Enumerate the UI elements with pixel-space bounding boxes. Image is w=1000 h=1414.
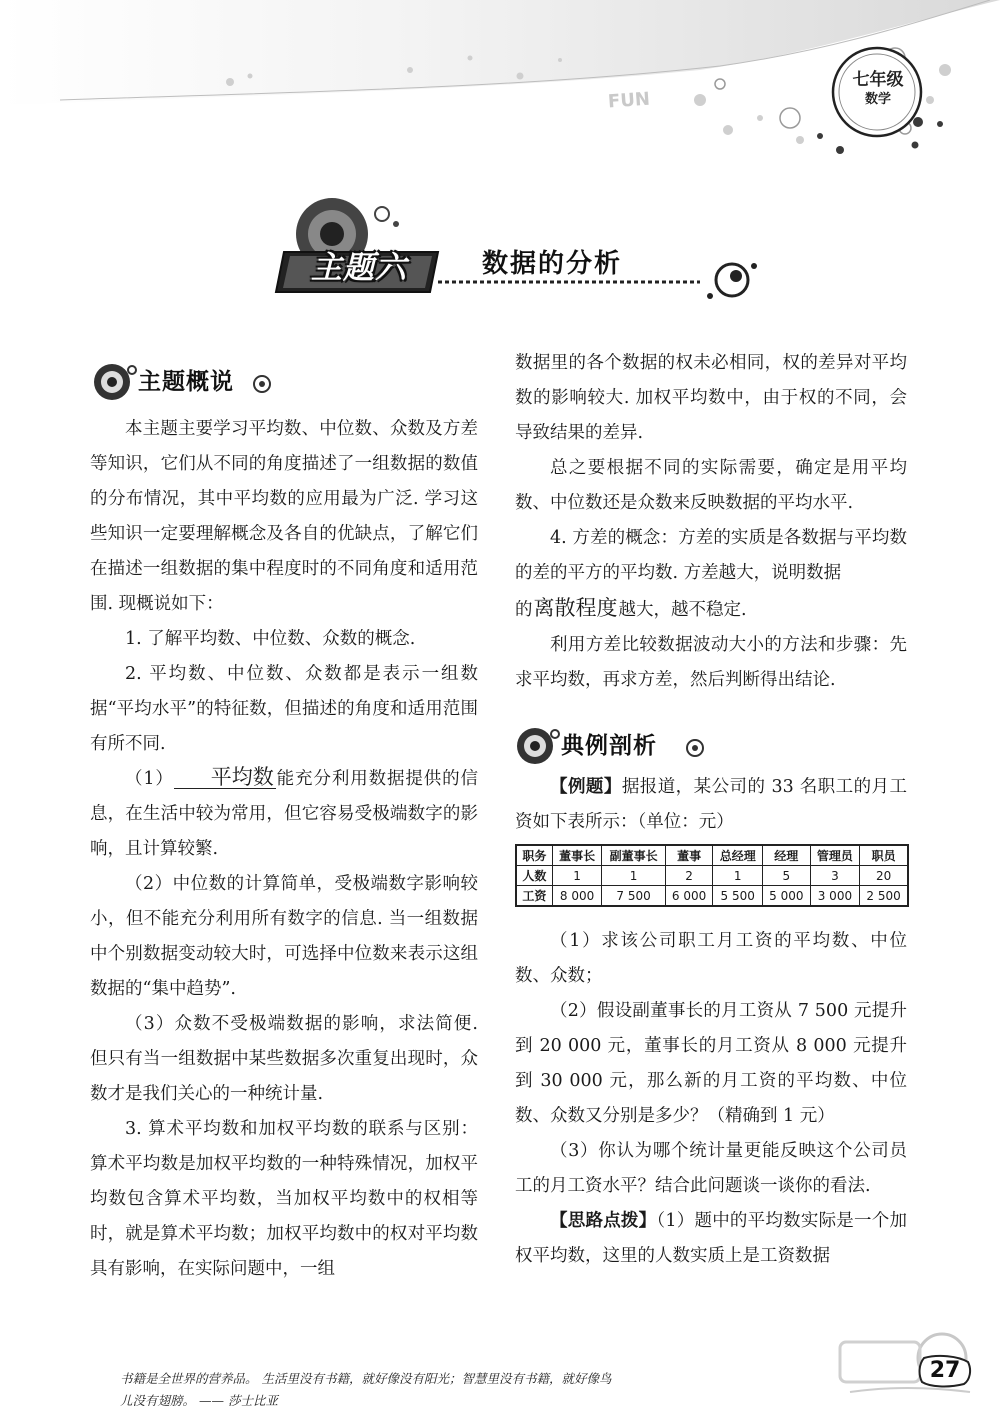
theme-title: 数据的分析 xyxy=(482,249,623,279)
table-cell: 3 xyxy=(810,866,860,886)
item-4-suffix: 越大，越不稳定. xyxy=(618,600,747,620)
hint-tag: 【思路点拨】 xyxy=(550,1211,657,1231)
section-overview-header xyxy=(92,356,292,402)
table-cell: 8 000 xyxy=(552,886,602,907)
item-2-1-text: 能充分利用数据提供的信息，在生活中较为常用，但它容易受极端数字的影响，且计算较繁. xyxy=(90,769,479,859)
table-cell: 5 xyxy=(762,866,810,886)
section-example-title: 典例剖析 xyxy=(561,733,657,759)
overview-item-2-2: （2）中位数的计算简单，受极端数字影响较小，但不能充分利用所有数字的信息. 当一组数据中个别数据变动较大时，可选择中位数来表示这组数据的“集中趋势”. xyxy=(90,874,478,999)
left-column xyxy=(90,412,478,1287)
table-cell: 6 000 xyxy=(665,886,713,907)
table-row xyxy=(516,886,908,907)
question-1: （1）求该公司职工月工资的平均数、中位数、众数； xyxy=(515,931,907,986)
table-cell: 1 xyxy=(602,866,665,886)
hint-text: （1）题中的平均数实际是一个加权平均数，这里的人数实质上是工资数据 xyxy=(515,1211,908,1266)
table-cell: 职员 xyxy=(860,845,908,866)
table-cell: 5 500 xyxy=(713,886,763,907)
question-3: （3）你认为哪个统计量更能反映这个公司员工的月工资水平？结合此问题谈一谈你的看法. xyxy=(515,1141,907,1196)
overview-paragraph-1: 本主题主要学习平均数、中位数、众数及方差等知识，它们从不同的角度描述了一组数据的数值的分布情况，其中平均数的应用最为广泛. 学习这些知识一定要理解概念及各自的优缺点，了解它们在描述一组数据的集中程度时的不同角度和适用范围. 现概说如下： xyxy=(90,419,478,614)
handwritten-dispersion: 离散程度 xyxy=(533,596,618,620)
overview-item-4: 4. 方差的概念：方差的实质是各数据与平均数的差的平方的平均数. 方差越大，说明数据 xyxy=(515,528,907,583)
footer-quote-line-2: 儿没有翅膀。 —— 莎士比亚 xyxy=(120,1393,278,1408)
table-cell: 7 500 xyxy=(602,886,665,907)
table-cell: 1 xyxy=(552,866,602,886)
example-tag: 【例题】 xyxy=(550,777,622,797)
right-paragraph-2: 总之要根据不同的实际需要，确定是用平均数、中位数还是众数来反映数据的平均水平. xyxy=(515,458,907,513)
table-cell: 1 xyxy=(713,866,763,886)
right-column-top xyxy=(515,346,907,698)
theme-label: 主题六 xyxy=(311,250,407,286)
section-example-header xyxy=(515,720,725,766)
overview-item-4-cont xyxy=(515,591,907,628)
overview-item-2: 2. 平均数、中位数、众数都是表示一组数据“平均水平”的特征数，但描述的角度和适用范围有所不同. xyxy=(90,664,478,754)
example-questions xyxy=(515,924,907,1274)
table-cell: 经理 xyxy=(762,845,810,866)
table-cell: 2 500 xyxy=(860,886,908,907)
grade-badge xyxy=(838,70,918,114)
example-intro-text xyxy=(515,770,907,840)
table-row xyxy=(516,866,908,886)
table-cell: 20 xyxy=(860,866,908,886)
table-cell: 董事 xyxy=(665,845,713,866)
overview-item-2-3: （3）众数不受极端数据的影响，求法简便. 但只有当一组数据中某些数据多次重复出现时，众数才是我们关心的一种统计量. xyxy=(90,1014,478,1104)
table-row xyxy=(516,845,908,866)
gear-icon xyxy=(675,738,715,758)
question-2: （2）假设副董事长的月工资从 7 500 元提升到 20 000 元，董事长的月工资从 8 000 元提升到 30 000 元，那么新的月工资的平均数、中位数、众数又分别是多少？（精确到 1 元） xyxy=(515,1001,907,1126)
example-intro xyxy=(515,770,907,840)
table-cell: 3 000 xyxy=(810,886,860,907)
table-cell: 管理员 xyxy=(810,845,860,866)
right-paragraph-1: 数据里的各个数据的权未必相同，权的差异对平均数的影响较大. 加权平均数中，由于权的不同，会导致结果的差异. xyxy=(515,353,907,443)
example-intro-body: 据报道，某公司的 33 名职工的月工资如下表所示：（单位：元） xyxy=(515,777,907,832)
item-2-1-prefix: （1） xyxy=(125,769,174,789)
page-number: 27 xyxy=(929,1358,961,1383)
overview-item-2-1 xyxy=(90,762,478,867)
badge-subject: 数学 xyxy=(864,92,891,107)
table-cell: 总经理 xyxy=(713,845,763,866)
table-cell: 人数 xyxy=(516,866,552,886)
badge-grade: 七年级 xyxy=(852,70,904,90)
table-cell: 职务 xyxy=(516,845,552,866)
overview-item-1: 1. 了解平均数、中位数、众数的概念. xyxy=(125,629,416,649)
gear-icon xyxy=(242,374,282,394)
footer-quote xyxy=(120,1368,780,1412)
handwritten-mean: 平均数 xyxy=(174,766,276,789)
table-cell: 工资 xyxy=(516,886,552,907)
table-cell: 董事长 xyxy=(552,845,602,866)
right-paragraph-5: 利用方差比较数据波动大小的方法和步骤：先求平均数，再求方差，然后判断得出结论. xyxy=(515,635,907,690)
hint-paragraph xyxy=(515,1204,907,1274)
header-script-decoration: FUN xyxy=(607,88,651,113)
table-cell: 副董事长 xyxy=(602,845,665,866)
footer-quote-line-1: 书籍是全世界的营养品。 生活里没有书籍，就好像没有阳光；智慧里没有书籍，就好像鸟 xyxy=(120,1371,612,1386)
wage-table xyxy=(515,844,909,907)
table-cell: 2 xyxy=(665,866,713,886)
overview-item-3: 3. 算术平均数和加权平均数的联系与区别：算术平均数是加权平均数的一种特殊情况，加权平均数包含算术平均数，当加权平均数中的权相等时，就是算术平均数；加权平均数中的权对平均数具有影响，在实际问题中，一组 xyxy=(90,1119,478,1279)
disc-icon xyxy=(92,356,138,402)
item-4-prefix: 的 xyxy=(515,600,533,620)
table-cell: 5 000 xyxy=(762,886,810,907)
disc-icon xyxy=(515,720,561,766)
section-overview-title: 主题概说 xyxy=(138,369,234,395)
